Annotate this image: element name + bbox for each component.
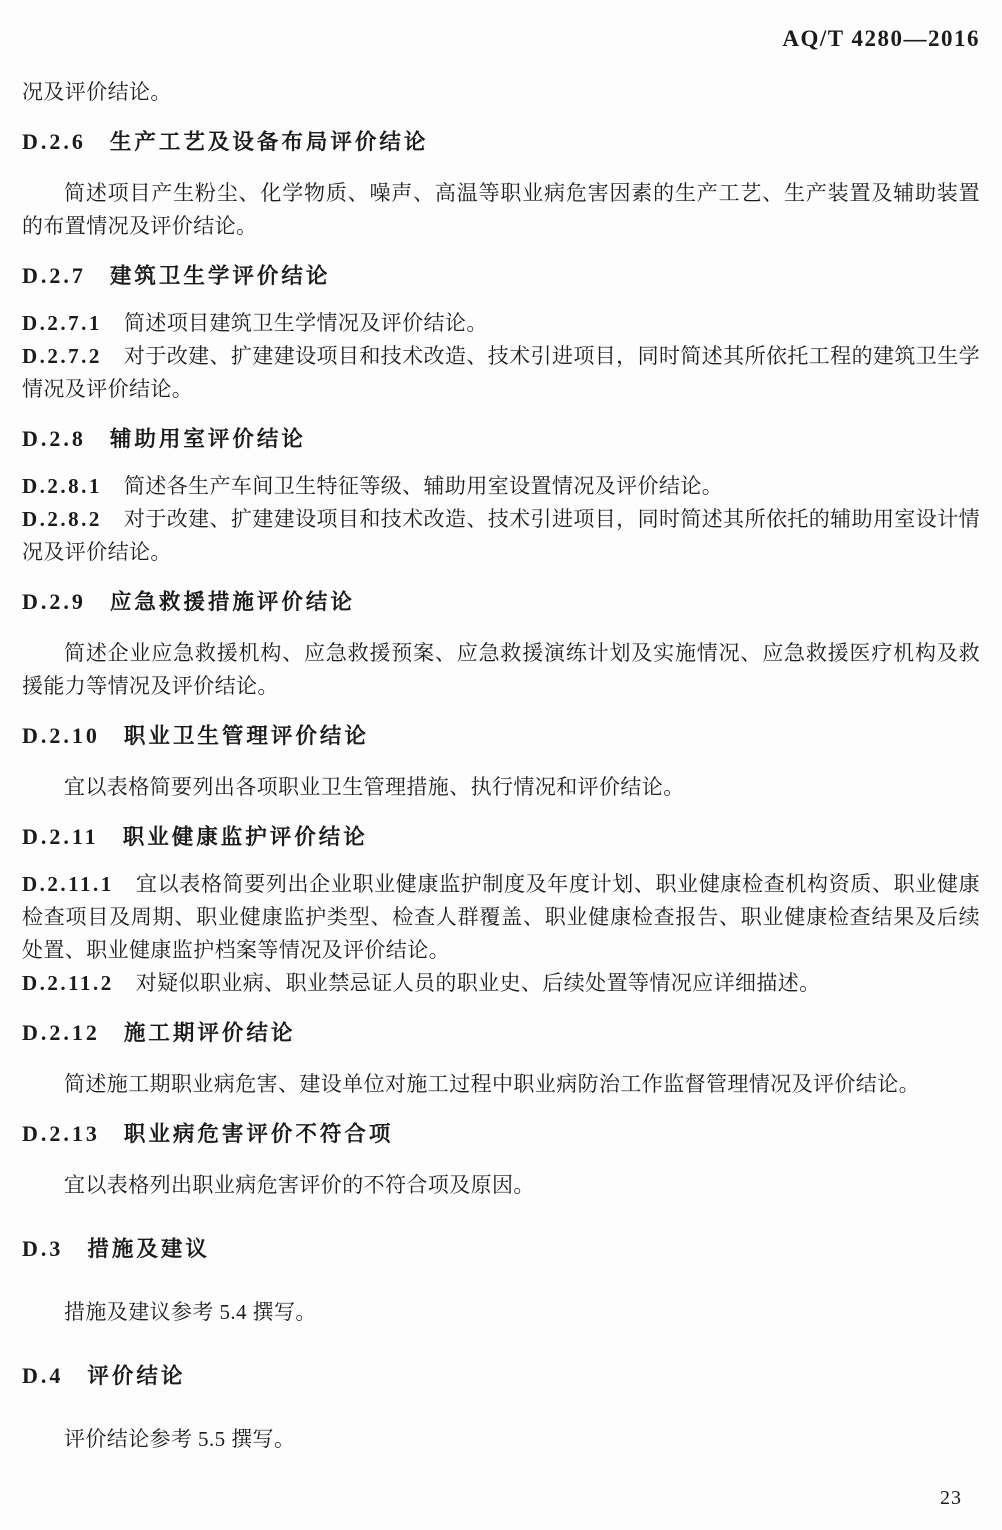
section-title: 建筑卫生学评价结论 — [109, 264, 331, 288]
paragraph — [22, 1169, 980, 1202]
section-number: D.2.10 — [22, 723, 100, 748]
clause-number: D.2.7.2 — [22, 344, 102, 368]
section-title: 施工期评价结论 — [123, 1021, 296, 1045]
section-number: D.2.13 — [22, 1121, 100, 1146]
section-heading-d-2-7 — [22, 263, 980, 289]
section-title: 职业卫生管理评价结论 — [123, 724, 369, 748]
paragraph — [22, 76, 980, 109]
clause-text: 简述施工期职业病危害、建设单位对施工过程中职业病防治工作监督管理情况及评价结论。 — [64, 1072, 920, 1096]
clause-text: 对于改建、扩建建设项目和技术改造、技术引进项目，同时简述其所依托的辅助用室设计情况及评价结论。 — [22, 507, 980, 564]
section-heading-d-2-10 — [22, 723, 980, 749]
paragraph — [22, 637, 980, 703]
section-number: D.4 — [22, 1363, 64, 1388]
numbered-clause-d-2-11-1 — [22, 868, 980, 967]
clause-text: 简述项目产生粉尘、化学物质、噪声、高温等职业病危害因素的生产工艺、生产装置及辅助装置的布置情况及评价结论。 — [22, 181, 980, 238]
section-heading-d-3 — [22, 1236, 980, 1262]
paragraph — [22, 1423, 980, 1456]
clause-text: 简述各生产车间卫生特征等级、辅助用室设置情况及评价结论。 — [123, 474, 724, 498]
clause-text: 宜以表格简要列出各项职业卫生管理措施、执行情况和评价结论。 — [64, 775, 685, 799]
paragraph — [22, 1296, 980, 1329]
clause-number: D.2.11.1 — [22, 872, 114, 896]
section-heading-d-2-13 — [22, 1121, 980, 1147]
clause-text: 宜以表格简要列出企业职业健康监护制度及年度计划、职业健康检查机构资质、职业健康检查项目及周期、职业健康监护类型、检查人群覆盖、职业健康检查报告、职业健康检查结果及后续处置、职业健康监护档案等情况及评价结论。 — [22, 872, 980, 962]
section-number: D.2.8 — [22, 426, 86, 451]
page-number: 23 — [940, 1487, 962, 1509]
clause-number: D.2.8.1 — [22, 474, 102, 498]
section-title: 评价结论 — [87, 1364, 186, 1388]
numbered-clause-d-2-7-2 — [22, 340, 980, 406]
numbered-clause-d-2-7-1 — [22, 307, 980, 340]
clause-text: 简述企业应急救援机构、应急救援预案、应急救援演练计划及实施情况、应急救援医疗机构及救援能力等情况及评价结论。 — [22, 641, 980, 698]
section-number: D.2.11 — [22, 824, 99, 849]
standard-number-header: AQ/T 4280—2016 — [782, 26, 980, 51]
section-number: D.2.9 — [22, 589, 86, 614]
section-title: 职业病危害评价不符合项 — [123, 1122, 394, 1146]
numbered-clause-d-2-8-1 — [22, 470, 980, 503]
section-number: D.2.7 — [22, 263, 86, 288]
section-title: 应急救援措施评价结论 — [109, 590, 355, 614]
section-title: 措施及建议 — [87, 1237, 210, 1261]
clause-number: D.2.8.2 — [22, 507, 102, 531]
section-number: D.2.6 — [22, 129, 86, 154]
clause-number: D.2.7.1 — [22, 311, 102, 335]
clause-number: D.2.11.2 — [22, 971, 114, 995]
clause-text: 评价结论参考 5.5 撰写。 — [64, 1427, 296, 1451]
document-body — [22, 76, 980, 1456]
paragraph — [22, 771, 980, 804]
numbered-clause-d-2-11-2 — [22, 967, 980, 1000]
clause-text: 宜以表格列出职业病危害评价的不符合项及原因。 — [64, 1173, 535, 1197]
section-heading-d-2-12 — [22, 1020, 980, 1046]
section-title: 生产工艺及设备布局评价结论 — [109, 130, 429, 154]
paragraph — [22, 1068, 980, 1101]
section-heading-d-2-8 — [22, 426, 980, 452]
clause-text: 简述项目建筑卫生学情况及评价结论。 — [123, 311, 488, 335]
section-number: D.3 — [22, 1236, 64, 1261]
clause-text: 措施及建议参考 5.4 撰写。 — [64, 1300, 317, 1324]
section-title: 职业健康监护评价结论 — [122, 825, 368, 849]
paragraph — [22, 177, 980, 243]
section-title: 辅助用室评价结论 — [109, 427, 306, 451]
clause-text: 对于改建、扩建建设项目和技术改造、技术引进项目，同时简述其所依托工程的建筑卫生学情况及评价结论。 — [22, 344, 980, 401]
section-number: D.2.12 — [22, 1020, 100, 1045]
numbered-clause-d-2-8-2 — [22, 503, 980, 569]
section-heading-d-2-6 — [22, 129, 980, 155]
section-heading-d-2-9 — [22, 589, 980, 615]
clause-text: 况及评价结论。 — [22, 80, 172, 104]
section-heading-d-2-11 — [22, 824, 980, 850]
clause-text: 对疑似职业病、职业禁忌证人员的职业史、后续处置等情况应详细描述。 — [135, 971, 821, 995]
section-heading-d-4 — [22, 1363, 980, 1389]
